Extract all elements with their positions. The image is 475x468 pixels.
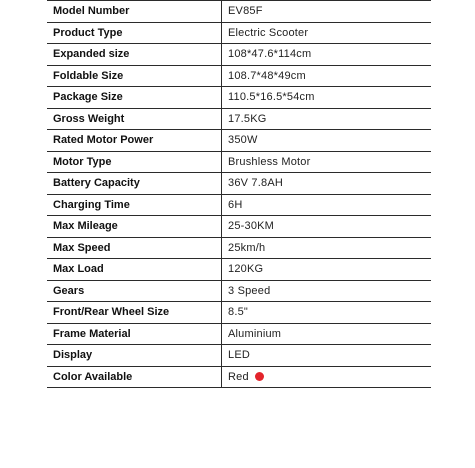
spec-label: Max Load <box>47 259 222 281</box>
spec-value: 25km/h <box>222 237 432 259</box>
spec-table <box>47 0 431 388</box>
spec-value: 36V 7.8AH <box>222 173 432 195</box>
spec-value: 350W <box>222 130 432 152</box>
spec-value: 120KG <box>222 259 432 281</box>
spec-label: Max Speed <box>47 237 222 259</box>
color-name: Red <box>228 370 249 383</box>
spec-value: 108.7*48*49cm <box>222 65 432 87</box>
table-row <box>47 65 431 87</box>
spec-value: EV85F <box>222 1 432 23</box>
table-row <box>47 216 431 238</box>
spec-value-color <box>222 366 432 388</box>
spec-value: Electric Scooter <box>222 22 432 44</box>
spec-label: Frame Material <box>47 323 222 345</box>
spec-label: Model Number <box>47 1 222 23</box>
table-row <box>47 194 431 216</box>
red-dot-icon <box>255 372 264 381</box>
spec-label: Rated Motor Power <box>47 130 222 152</box>
spec-value: 8.5" <box>222 302 432 324</box>
table-row <box>47 280 431 302</box>
spec-value: Aluminium <box>222 323 432 345</box>
spec-label: Foldable Size <box>47 65 222 87</box>
table-row <box>47 44 431 66</box>
spec-label: Gross Weight <box>47 108 222 130</box>
table-row <box>47 323 431 345</box>
spec-label: Front/Rear Wheel Size <box>47 302 222 324</box>
spec-label: Gears <box>47 280 222 302</box>
spec-value: 6H <box>222 194 432 216</box>
spec-value: 3 Speed <box>222 280 432 302</box>
spec-value: 110.5*16.5*54cm <box>222 87 432 109</box>
spec-label: Package Size <box>47 87 222 109</box>
spec-label: Display <box>47 345 222 367</box>
table-row <box>47 87 431 109</box>
table-row <box>47 1 431 23</box>
table-row <box>47 259 431 281</box>
spec-value: LED <box>222 345 432 367</box>
table-row <box>47 151 431 173</box>
table-row <box>47 366 431 388</box>
spec-label: Expanded size <box>47 44 222 66</box>
spec-label: Battery Capacity <box>47 173 222 195</box>
spec-label: Max Mileage <box>47 216 222 238</box>
spec-value: 108*47.6*114cm <box>222 44 432 66</box>
spec-label: Motor Type <box>47 151 222 173</box>
spec-value: 17.5KG <box>222 108 432 130</box>
table-row <box>47 345 431 367</box>
spec-label: Product Type <box>47 22 222 44</box>
spec-label: Charging Time <box>47 194 222 216</box>
spec-value: 25-30KM <box>222 216 432 238</box>
table-row <box>47 173 431 195</box>
table-row <box>47 130 431 152</box>
spec-label: Color Available <box>47 366 222 388</box>
table-row <box>47 22 431 44</box>
spec-value: Brushless Motor <box>222 151 432 173</box>
table-row <box>47 302 431 324</box>
table-row <box>47 108 431 130</box>
table-row <box>47 237 431 259</box>
